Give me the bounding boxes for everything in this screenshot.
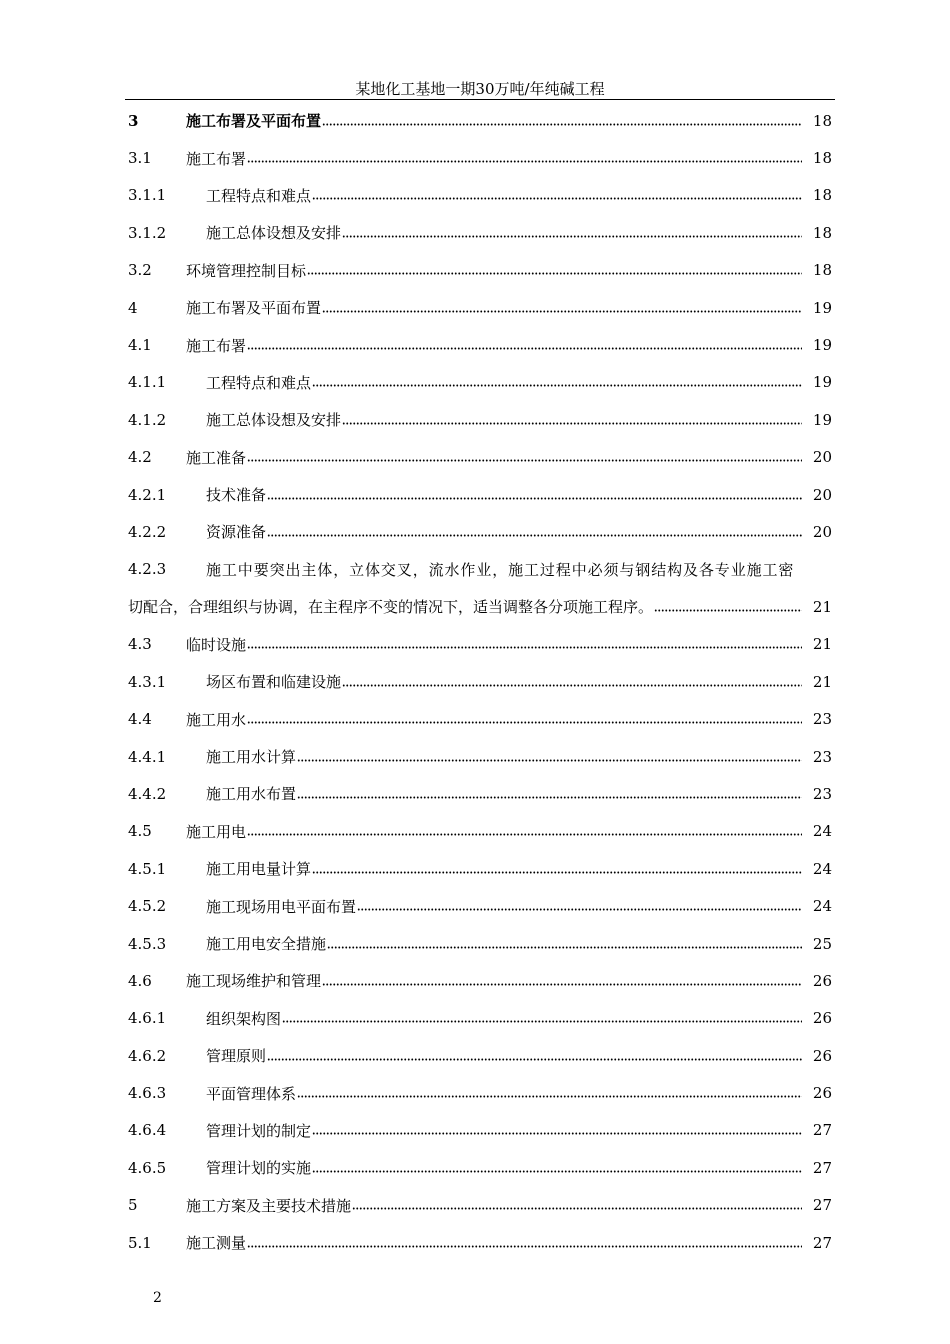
toc-entry-number: 4.6.3 bbox=[128, 1084, 167, 1103]
dot-leader bbox=[342, 414, 802, 426]
toc-entry-page: 26 bbox=[812, 971, 832, 990]
toc-entry-page: 19 bbox=[812, 373, 832, 392]
toc-entry[interactable] bbox=[128, 1149, 832, 1186]
dot-leader bbox=[312, 376, 802, 388]
toc-entry-title: 施工中要突出主体，立体交叉，流水作业，施工过程中必须与钢结构及各专业施工密 bbox=[206, 560, 795, 579]
toc-entry-number: 5 bbox=[128, 1196, 138, 1215]
toc-entry[interactable] bbox=[128, 738, 832, 775]
toc-entry-page: 18 bbox=[812, 223, 832, 242]
toc-entry[interactable] bbox=[128, 551, 832, 626]
table-of-contents bbox=[128, 102, 832, 1261]
toc-entry-number: 3.1 bbox=[128, 149, 152, 168]
toc-entry[interactable] bbox=[128, 775, 832, 812]
toc-entry-page: 18 bbox=[812, 261, 832, 280]
toc-entry-page: 27 bbox=[812, 1158, 832, 1177]
toc-entry-number: 4.1.2 bbox=[128, 410, 167, 429]
toc-entry-title: 工程特点和难点 bbox=[206, 373, 312, 392]
toc-entry-page: 21 bbox=[812, 597, 832, 616]
toc-entry-page: 27 bbox=[812, 1233, 832, 1252]
toc-entry-number: 4.2.2 bbox=[128, 522, 167, 541]
toc-entry-page: 19 bbox=[812, 410, 832, 429]
toc-entry-page: 23 bbox=[812, 747, 832, 766]
toc-entry-number: 5.1 bbox=[128, 1233, 152, 1252]
toc-entry-title: 施工用电安全措施 bbox=[206, 935, 327, 953]
dot-leader bbox=[267, 1050, 802, 1062]
toc-entry-page: 20 bbox=[812, 485, 832, 504]
toc-entry[interactable] bbox=[128, 139, 832, 176]
toc-entry-page: 25 bbox=[812, 934, 832, 953]
toc-entry-title: 施工用电量计算 bbox=[206, 860, 312, 879]
toc-entry-number: 4.2 bbox=[128, 448, 152, 467]
toc-entry-number: 4.4 bbox=[128, 710, 152, 729]
toc-entry-title: 施工用水布置 bbox=[206, 785, 297, 804]
toc-entry-title: 施工准备 bbox=[186, 448, 247, 467]
toc-entry-title: 临时设施 bbox=[186, 635, 247, 654]
toc-entry[interactable] bbox=[128, 102, 832, 139]
toc-entry-title: 工程特点和难点 bbox=[206, 186, 312, 205]
toc-entry-number: 4.6 bbox=[128, 971, 152, 990]
toc-entry-title: 施工布署 bbox=[186, 149, 247, 168]
toc-entry-title: 施工用水 bbox=[186, 710, 247, 729]
toc-entry-title: 管理计划的实施 bbox=[206, 1159, 312, 1178]
toc-entry-title: 管理计划的制定 bbox=[206, 1121, 312, 1140]
toc-entry-number: 4.3 bbox=[128, 635, 152, 654]
toc-entry-title: 平面管理体系 bbox=[206, 1084, 297, 1103]
toc-entry-title: 施工总体设想及安排 bbox=[206, 411, 342, 430]
dot-leader bbox=[312, 1124, 802, 1136]
toc-entry-number: 4.5.3 bbox=[128, 934, 167, 953]
toc-entry-page: 26 bbox=[812, 1009, 832, 1028]
toc-entry[interactable] bbox=[128, 962, 832, 999]
toc-entry-number: 4.1 bbox=[128, 336, 152, 355]
dot-leader bbox=[247, 152, 802, 164]
dot-leader bbox=[247, 825, 802, 837]
dot-leader bbox=[312, 1162, 802, 1174]
toc-entry-page: 26 bbox=[812, 1084, 832, 1103]
toc-entry-page: 23 bbox=[812, 784, 832, 803]
toc-entry-number: 4 bbox=[128, 298, 138, 317]
toc-entry[interactable] bbox=[128, 700, 832, 737]
dot-leader bbox=[312, 863, 802, 875]
toc-entry-title: 施工布署及平面布置 bbox=[186, 112, 322, 131]
dot-leader bbox=[247, 451, 802, 463]
toc-entry-title: 施工总体设想及安排 bbox=[206, 224, 342, 243]
toc-entry[interactable] bbox=[128, 401, 832, 438]
toc-entry-number: 4.1.1 bbox=[128, 373, 167, 392]
toc-entry[interactable] bbox=[128, 252, 832, 289]
toc-entry[interactable] bbox=[128, 1112, 832, 1149]
toc-entry-page: 21 bbox=[812, 635, 832, 654]
toc-entry[interactable] bbox=[128, 1224, 832, 1261]
dot-leader bbox=[322, 975, 802, 987]
toc-entry[interactable] bbox=[128, 289, 832, 326]
toc-entry-number: 4.6.5 bbox=[128, 1158, 167, 1177]
toc-entry-page: 24 bbox=[812, 822, 832, 841]
toc-entry[interactable] bbox=[128, 1000, 832, 1037]
toc-entry-page: 18 bbox=[812, 111, 832, 130]
toc-entry[interactable] bbox=[128, 513, 832, 550]
dot-leader bbox=[247, 638, 802, 650]
toc-entry-number: 3 bbox=[128, 111, 139, 130]
toc-entry-title: 施工现场维护和管理 bbox=[186, 972, 322, 991]
dot-leader bbox=[307, 264, 802, 276]
toc-entry[interactable] bbox=[128, 364, 832, 401]
toc-entry-page: 18 bbox=[812, 186, 832, 205]
toc-entry[interactable] bbox=[128, 813, 832, 850]
dot-leader bbox=[654, 601, 802, 613]
toc-entry[interactable] bbox=[128, 1074, 832, 1111]
toc-entry-number: 4.3.1 bbox=[128, 672, 167, 691]
toc-entry-title: 环境管理控制目标 bbox=[186, 261, 307, 280]
dot-leader bbox=[247, 713, 802, 725]
toc-entry-page: 27 bbox=[812, 1196, 832, 1215]
dot-leader bbox=[327, 938, 802, 950]
toc-entry-title: 施工布署 bbox=[186, 336, 247, 355]
dot-leader bbox=[297, 788, 802, 800]
dot-leader bbox=[357, 900, 802, 912]
toc-entry[interactable] bbox=[128, 476, 832, 513]
toc-entry-number: 3.1.2 bbox=[128, 223, 167, 242]
dot-leader bbox=[297, 1087, 802, 1099]
dot-leader bbox=[342, 227, 802, 239]
dot-leader bbox=[322, 302, 802, 314]
dot-leader bbox=[267, 526, 802, 538]
toc-entry-title: 施工布署及平面布置 bbox=[186, 299, 322, 318]
toc-entry[interactable] bbox=[128, 887, 832, 924]
toc-entry-title: 管理原则 bbox=[206, 1047, 267, 1066]
toc-entry[interactable] bbox=[128, 1187, 832, 1224]
toc-entry[interactable] bbox=[128, 326, 832, 363]
toc-entry[interactable] bbox=[128, 177, 832, 214]
dot-leader bbox=[297, 751, 802, 763]
toc-entry-page: 24 bbox=[812, 897, 832, 916]
dot-leader bbox=[267, 489, 802, 501]
toc-entry-title: 施工用水计算 bbox=[206, 748, 297, 767]
toc-entry-page: 21 bbox=[812, 672, 832, 691]
toc-entry-number: 4.5.2 bbox=[128, 897, 167, 916]
header-rule bbox=[125, 99, 835, 100]
toc-entry-title: 技术准备 bbox=[206, 486, 267, 505]
dot-leader bbox=[342, 676, 802, 688]
toc-entry-number: 4.4.2 bbox=[128, 784, 167, 803]
toc-entry-title: 施工用电 bbox=[186, 822, 247, 841]
toc-entry-page: 27 bbox=[812, 1121, 832, 1140]
toc-entry[interactable] bbox=[128, 1037, 832, 1074]
toc-entry[interactable] bbox=[128, 626, 832, 663]
toc-entry-number: 4.6.1 bbox=[128, 1009, 167, 1028]
toc-entry-title: 组织架构图 bbox=[206, 1009, 282, 1028]
toc-entry-page: 26 bbox=[812, 1046, 832, 1065]
toc-entry-title: 施工现场用电平面布置 bbox=[206, 897, 357, 916]
toc-entry[interactable] bbox=[128, 850, 832, 887]
page-number: 2 bbox=[153, 1290, 162, 1306]
toc-entry-title: 施工测量 bbox=[186, 1234, 247, 1253]
toc-entry-title: 场区布置和临建设施 bbox=[206, 673, 342, 692]
toc-entry-page: 20 bbox=[812, 522, 832, 541]
dot-leader bbox=[312, 189, 802, 201]
toc-entry-number: 4.5.1 bbox=[128, 859, 167, 878]
toc-entry-number: 4.4.1 bbox=[128, 747, 167, 766]
dot-leader bbox=[322, 115, 802, 127]
toc-entry-page: 19 bbox=[812, 298, 832, 317]
toc-entry-page: 20 bbox=[812, 448, 832, 467]
toc-entry[interactable] bbox=[128, 663, 832, 700]
toc-entry-page: 23 bbox=[812, 710, 832, 729]
toc-entry[interactable] bbox=[128, 925, 832, 962]
toc-entry-page: 19 bbox=[812, 336, 832, 355]
dot-leader bbox=[352, 1199, 802, 1211]
toc-entry-number: 4.2.1 bbox=[128, 485, 167, 504]
toc-entry-number: 4.6.2 bbox=[128, 1046, 167, 1065]
toc-entry-number: 4.2.3 bbox=[128, 560, 167, 579]
toc-entry-title: 施工方案及主要技术措施 bbox=[186, 1196, 352, 1215]
dot-leader bbox=[247, 339, 802, 351]
toc-entry-number: 3.2 bbox=[128, 261, 152, 280]
toc-entry-number: 4.5 bbox=[128, 822, 152, 841]
page-header: 某地化工基地一期30万吨/年纯碱工程 bbox=[355, 80, 605, 98]
toc-entry[interactable] bbox=[128, 214, 832, 251]
toc-entry-page: 18 bbox=[812, 149, 832, 168]
toc-entry-number: 4.6.4 bbox=[128, 1121, 167, 1140]
toc-entry-title: 资源准备 bbox=[206, 523, 267, 542]
toc-entry-title-continued: 切配合，合理组织与协调，在主程序不变的情况下，适当调整各分项施工程序。 bbox=[128, 598, 654, 617]
toc-entry-number: 3.1.1 bbox=[128, 186, 167, 205]
toc-entry-page: 24 bbox=[812, 859, 832, 878]
toc-entry[interactable] bbox=[128, 439, 832, 476]
dot-leader bbox=[282, 1012, 802, 1024]
dot-leader bbox=[247, 1237, 802, 1249]
